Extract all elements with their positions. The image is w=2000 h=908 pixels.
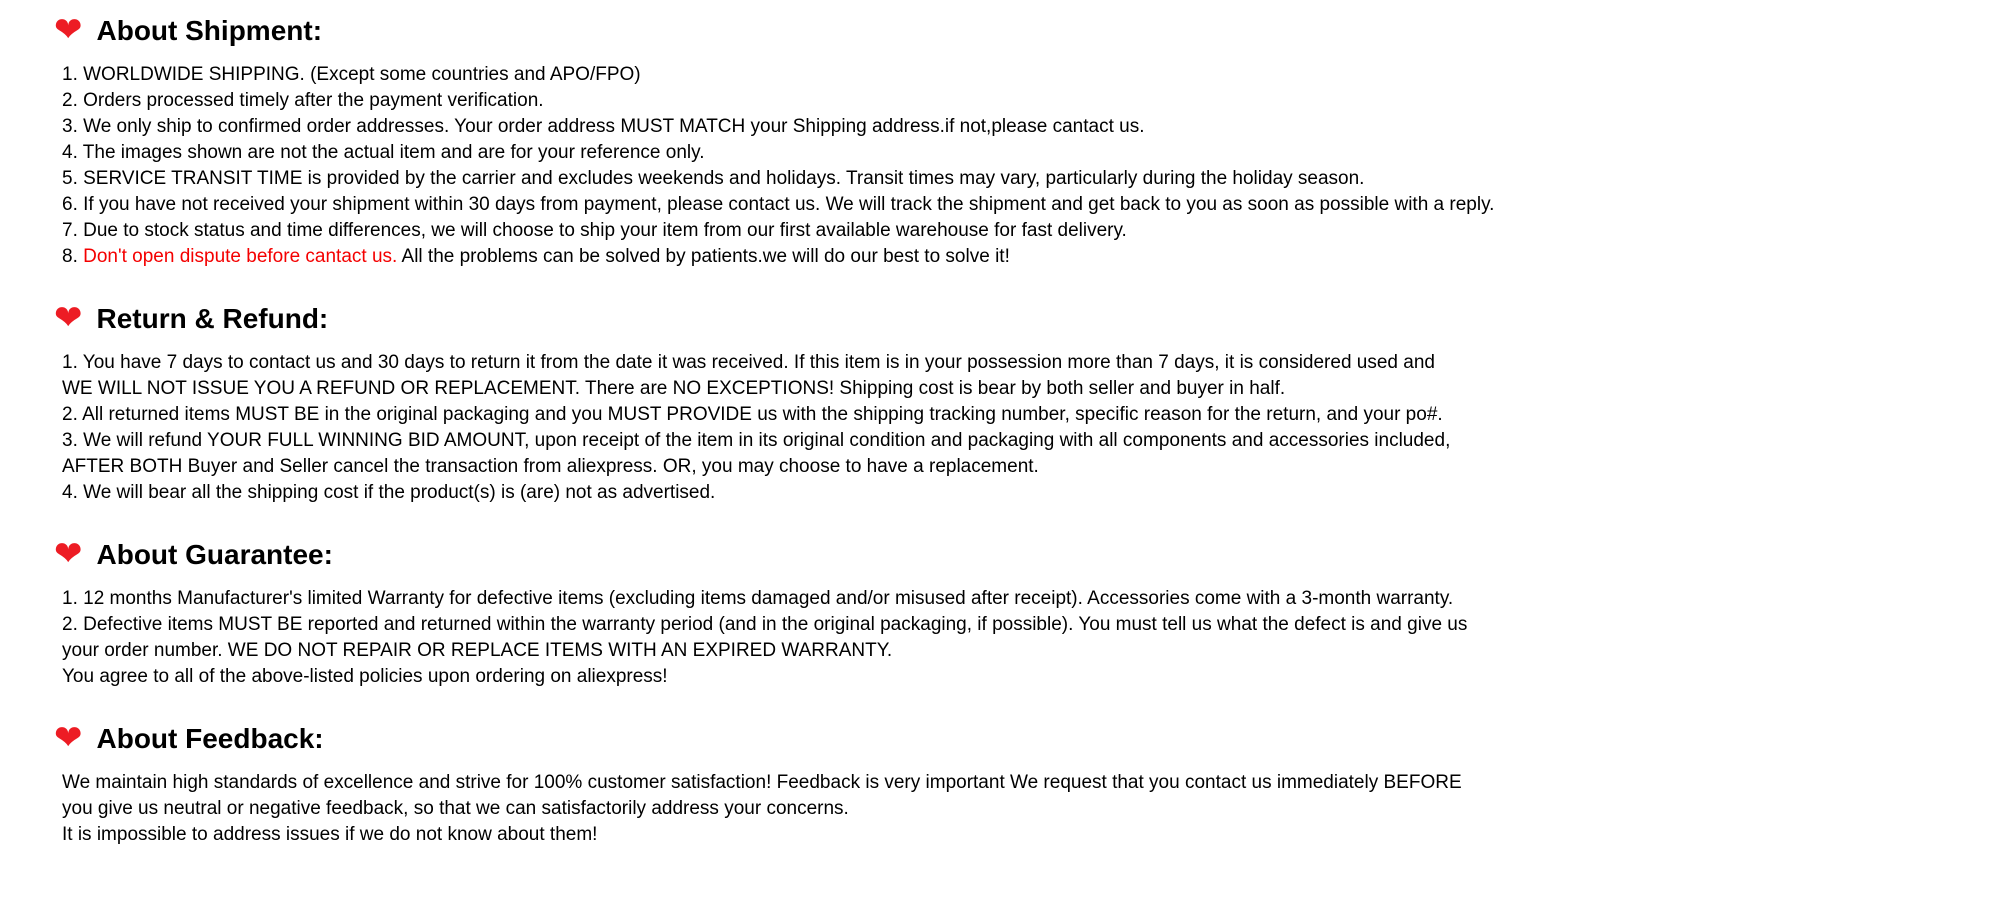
text-line	[62, 114, 1960, 140]
section-heading	[54, 12, 1960, 50]
text-segment: 3. We will refund YOUR FULL WINNING BID AMOUNT, upon receipt of the item in its original condition and packaging with all components and accessories included,	[62, 430, 1451, 451]
section-title: About Feedback:	[96, 723, 324, 754]
section-return-refund	[54, 298, 1960, 506]
text-segment: 2. All returned items MUST BE in the original packaging and you MUST PROVIDE us with the shipping tracking number, specific reason for the return, and your po#.	[62, 404, 1443, 425]
text-line	[62, 454, 1960, 480]
section-heading	[54, 300, 1960, 338]
section-title: Return & Refund:	[96, 303, 329, 334]
section-body	[62, 62, 1960, 270]
text-line	[62, 796, 1960, 822]
text-line	[62, 586, 1960, 612]
text-segment: 5. SERVICE TRANSIT TIME is provided by the carrier and excludes weekends and holidays. Transit times may vary, particularly during the holiday season.	[62, 168, 1365, 189]
text-segment: you give us neutral or negative feedback, so that we can satisfactorily address your concerns.	[62, 798, 849, 819]
text-line	[62, 350, 1960, 376]
text-segment: 4. The images shown are not the actual item and are for your reference only.	[62, 142, 705, 163]
section-body	[62, 586, 1960, 690]
text-segment: It is impossible to address issues if we do not know about them!	[62, 824, 598, 845]
text-segment: 1. 12 months Manufacturer's limited Warranty for defective items (excluding items damaged and/or misused after receipt). Accessories come with a 3-month warranty.	[62, 588, 1454, 609]
text-segment: 8.	[62, 246, 84, 267]
text-segment: 2. Orders processed timely after the payment verification.	[62, 90, 544, 111]
text-line	[62, 638, 1960, 664]
text-line	[62, 402, 1960, 428]
heart-icon: ❤	[54, 10, 83, 50]
text-line	[62, 664, 1960, 690]
text-segment: 3. We only ship to confirmed order addresses. Your order address MUST MATCH your Shipping address.if not,please cantact us.	[62, 116, 1145, 137]
text-line	[62, 88, 1960, 114]
heart-icon: ❤	[54, 534, 83, 574]
section-heading	[54, 536, 1960, 574]
section-title: About Shipment:	[96, 15, 323, 46]
section-about-guarantee	[54, 534, 1960, 690]
text-line	[62, 244, 1960, 270]
text-line	[62, 62, 1960, 88]
heart-icon: ❤	[54, 718, 83, 758]
text-line	[62, 480, 1960, 506]
text-line	[62, 218, 1960, 244]
section-body	[62, 350, 1960, 506]
text-line	[62, 612, 1960, 638]
text-line	[62, 192, 1960, 218]
text-segment: 2. Defective items MUST BE reported and returned within the warranty period (and in the original packaging, if possible). You must tell us what the defect is and give us	[62, 614, 1468, 635]
text-segment: You agree to all of the above-listed policies upon ordering on aliexpress!	[62, 666, 668, 687]
text-segment: WE WILL NOT ISSUE YOU A REFUND OR REPLACEMENT. There are NO EXCEPTIONS! Shipping cost is bear by both seller and buyer in half.	[62, 378, 1286, 399]
text-segment: 4. We will bear all the shipping cost if the product(s) is (are) not as advertised.	[62, 482, 716, 503]
text-segment: All the problems can be solved by patients.we will do our best to solve it!	[397, 246, 1010, 267]
text-line	[62, 822, 1960, 848]
text-line	[62, 770, 1960, 796]
text-segment: 1. You have 7 days to contact us and 30 days to return it from the date it was received. If this item is in your possession more than 7 days, it is considered used and	[62, 352, 1435, 373]
text-segment: 7. Due to stock status and time differences, we will choose to ship your item from our first available warehouse for fast delivery.	[62, 220, 1127, 241]
section-heading	[54, 720, 1960, 758]
text-line	[62, 428, 1960, 454]
section-about-feedback	[54, 718, 1960, 848]
section-about-shipment	[54, 10, 1960, 270]
text-line	[62, 376, 1960, 402]
text-segment: 6. If you have not received your shipment within 30 days from payment, please contact us. We will track the shipment and get back to you as soon as possible with a reply.	[62, 194, 1495, 215]
heart-icon: ❤	[54, 298, 83, 338]
alert-text-segment: Don't open dispute before cantact us.	[83, 246, 398, 267]
text-segment: 1. WORLDWIDE SHIPPING. (Except some countries and APO/FPO)	[62, 64, 641, 85]
text-line	[62, 166, 1960, 192]
section-title: About Guarantee:	[96, 539, 333, 570]
text-segment: We maintain high standards of excellence and strive for 100% customer satisfaction! Feedback is very important We request that you contact us immediately BEFORE	[62, 772, 1462, 793]
text-segment: your order number. WE DO NOT REPAIR OR REPLACE ITEMS WITH AN EXPIRED WARRANTY.	[62, 640, 893, 661]
text-line	[62, 140, 1960, 166]
text-segment: AFTER BOTH Buyer and Seller cancel the transaction from aliexpress. OR, you may choose to have a replacement.	[62, 456, 1039, 477]
section-body	[62, 770, 1960, 848]
